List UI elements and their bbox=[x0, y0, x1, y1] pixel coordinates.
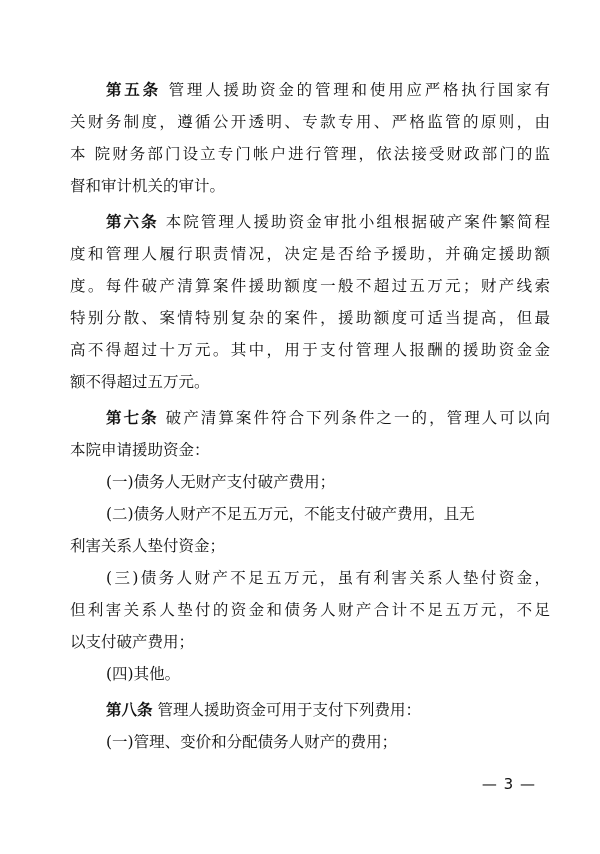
text-line bbox=[70, 366, 550, 398]
line-text: 督和审计机关的审计。 bbox=[70, 177, 226, 195]
line-text: 关财务制度，遵循公开透明、专款专用、严格监管的原则，由 bbox=[70, 113, 550, 131]
line-text: 度。每件破产清算案件援助额度一般不超过五万元；财产线索 bbox=[70, 277, 550, 295]
article-heading: 第六条 bbox=[106, 212, 159, 231]
text-line bbox=[70, 74, 550, 106]
line-text: 额不得超过五万元。 bbox=[70, 373, 210, 391]
text-line bbox=[70, 498, 550, 530]
page-number: — 3 — bbox=[481, 775, 536, 793]
text-line bbox=[70, 238, 550, 270]
line-text: (二)债务人财产不足五万元，不能支付破产费用，且无 bbox=[106, 505, 475, 523]
text-line bbox=[70, 466, 550, 498]
line-text: 利害关系人垫付资金； bbox=[70, 537, 226, 555]
line-text: 本院申请援助资金： bbox=[70, 441, 210, 459]
text-line bbox=[70, 402, 550, 434]
text-line bbox=[70, 106, 550, 138]
text-line bbox=[70, 562, 550, 594]
line-text: 本 院财务部门设立专门帐户进行管理，依法接受财政部门的监 bbox=[70, 145, 550, 163]
text-line bbox=[70, 138, 550, 170]
line-text: 高不得超过十万元。其中，用于支付管理人报酬的援助资金金 bbox=[70, 341, 550, 359]
line-text: 管理人援助资金可用于支付下列费用： bbox=[152, 701, 421, 719]
line-text: 特别分散、案情特别复杂的案件，援助额度可适当提高，但最 bbox=[70, 309, 550, 327]
text-line bbox=[70, 658, 550, 690]
line-text: 以支付破产费用； bbox=[70, 633, 195, 651]
line-text: 管理人援助资金的管理和使用应严格执行国家有 bbox=[160, 81, 550, 99]
line-text: 本院管理人援助资金审批小组根据破产案件繁简程 bbox=[158, 213, 550, 231]
line-text: (四)其他。 bbox=[106, 665, 181, 683]
line-text: (一)管理、变价和分配债务人财产的费用； bbox=[106, 733, 398, 751]
line-text: 度和管理人履行职责情况，决定是否给予援助，并确定援助额 bbox=[70, 245, 550, 263]
text-line bbox=[70, 594, 550, 626]
text-line bbox=[70, 334, 550, 366]
text-line bbox=[70, 302, 550, 334]
article-heading: 第五条 bbox=[106, 80, 161, 99]
document-body bbox=[70, 74, 550, 758]
article-heading: 第七条 bbox=[106, 408, 159, 427]
line-text: (一)债务人无财产支付破产费用； bbox=[106, 473, 336, 491]
text-line bbox=[70, 270, 550, 302]
line-text: (三)债务人财产不足五万元，虽有利害关系人垫付资金， bbox=[106, 569, 550, 587]
line-text: 但利害关系人垫付的资金和债务人财产合计不足五万元，不足 bbox=[70, 601, 550, 619]
text-line bbox=[70, 726, 550, 758]
line-text: 破产清算案件符合下列条件之一的，管理人可以向 bbox=[158, 409, 550, 427]
article-heading: 第八条 bbox=[106, 700, 153, 719]
text-line bbox=[70, 170, 550, 202]
text-line bbox=[70, 434, 550, 466]
text-line bbox=[70, 626, 550, 658]
text-line bbox=[70, 206, 550, 238]
text-line bbox=[70, 530, 550, 562]
text-line bbox=[70, 694, 550, 726]
